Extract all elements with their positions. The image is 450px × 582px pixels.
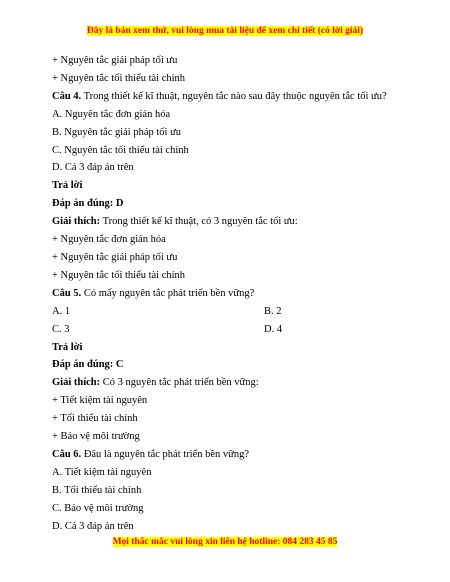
list-item: + Nguyên tắc đơn giản hóa (52, 234, 166, 246)
answer-heading: Trả lời (52, 180, 83, 192)
option-c: C. Nguyên tắc tối thiểu tài chính (52, 144, 189, 156)
option-d: D. Cả 3 đáp án trên (52, 162, 134, 174)
options-row (52, 303, 402, 321)
hotline-text: Mọi thắc mắc vui lòng xin liên hệ hotline: 084 283 45 85 (112, 537, 338, 547)
explanation (52, 374, 402, 392)
question-label: Câu 4. (52, 90, 82, 102)
question-5 (52, 285, 402, 303)
question-6 (52, 446, 402, 464)
option-b: B. 2 (264, 305, 282, 317)
question-text: Trong thiết kế kĩ thuật, nguyên tắc nào sau đây thuộc nguyên tắc tối ưu? (81, 90, 387, 102)
question-label: Câu 6. (52, 448, 82, 460)
option-b: B. Nguyên tắc giải pháp tối ưu (52, 126, 182, 138)
preview-notice-text: Đây là bản xem thử, vui lòng mua tài liệu để xem chi tiết (có lời giải) (86, 26, 364, 36)
list-item: + Nguyên tắc giải pháp tối ưu (52, 55, 178, 66)
list-item: + Tối thiểu tài chính (52, 413, 138, 425)
list-item: + Nguyên tắc giải pháp tối ưu (52, 251, 178, 263)
document-body (52, 52, 402, 535)
preview-notice-banner (0, 26, 450, 36)
option-d: D. 4 (264, 323, 283, 335)
question-label: Câu 5. (52, 287, 82, 299)
correct-answer: Đáp án đúng: D (52, 198, 124, 210)
question-text: Có mấy nguyên tắc phát triển bền vững? (81, 287, 255, 299)
list-item: + Tiết kiệm tài nguyên (52, 395, 148, 407)
list-item: + Nguyên tắc tối thiểu tài chính (52, 269, 186, 281)
correct-answer: Đáp án đúng: C (52, 359, 124, 371)
option-c: C. 3 (52, 323, 70, 335)
list-item: + Nguyên tắc tối thiểu tài chính (52, 72, 186, 84)
option-d: D. Cả 3 đáp án trên (52, 520, 134, 532)
explanation (52, 213, 402, 231)
option-b: B. Tối thiểu tài chính (52, 484, 142, 496)
explanation-text: Có 3 nguyên tắc phát triển bền vững: (100, 377, 259, 389)
option-a: A. Tiết kiệm tài nguyên (52, 466, 152, 478)
question-4 (52, 88, 402, 106)
answer-heading: Trả lời (52, 341, 83, 353)
hotline-banner (0, 537, 450, 547)
question-text: Đâu là nguyên tắc phát triển bền vững? (81, 448, 249, 460)
options-row (52, 321, 402, 339)
option-a: A. Nguyên tắc đơn giản hóa (52, 108, 171, 120)
explanation-text: Trong thiết kế kĩ thuật, có 3 nguyên tắc tối ưu: (100, 216, 298, 228)
explanation-label: Giải thích: (52, 216, 101, 228)
option-c: C. Bảo vệ môi trường (52, 502, 144, 514)
explanation-label: Giải thích: (52, 377, 101, 389)
option-a: A. 1 (52, 305, 71, 317)
list-item: + Bảo vệ môi trường (52, 431, 140, 443)
